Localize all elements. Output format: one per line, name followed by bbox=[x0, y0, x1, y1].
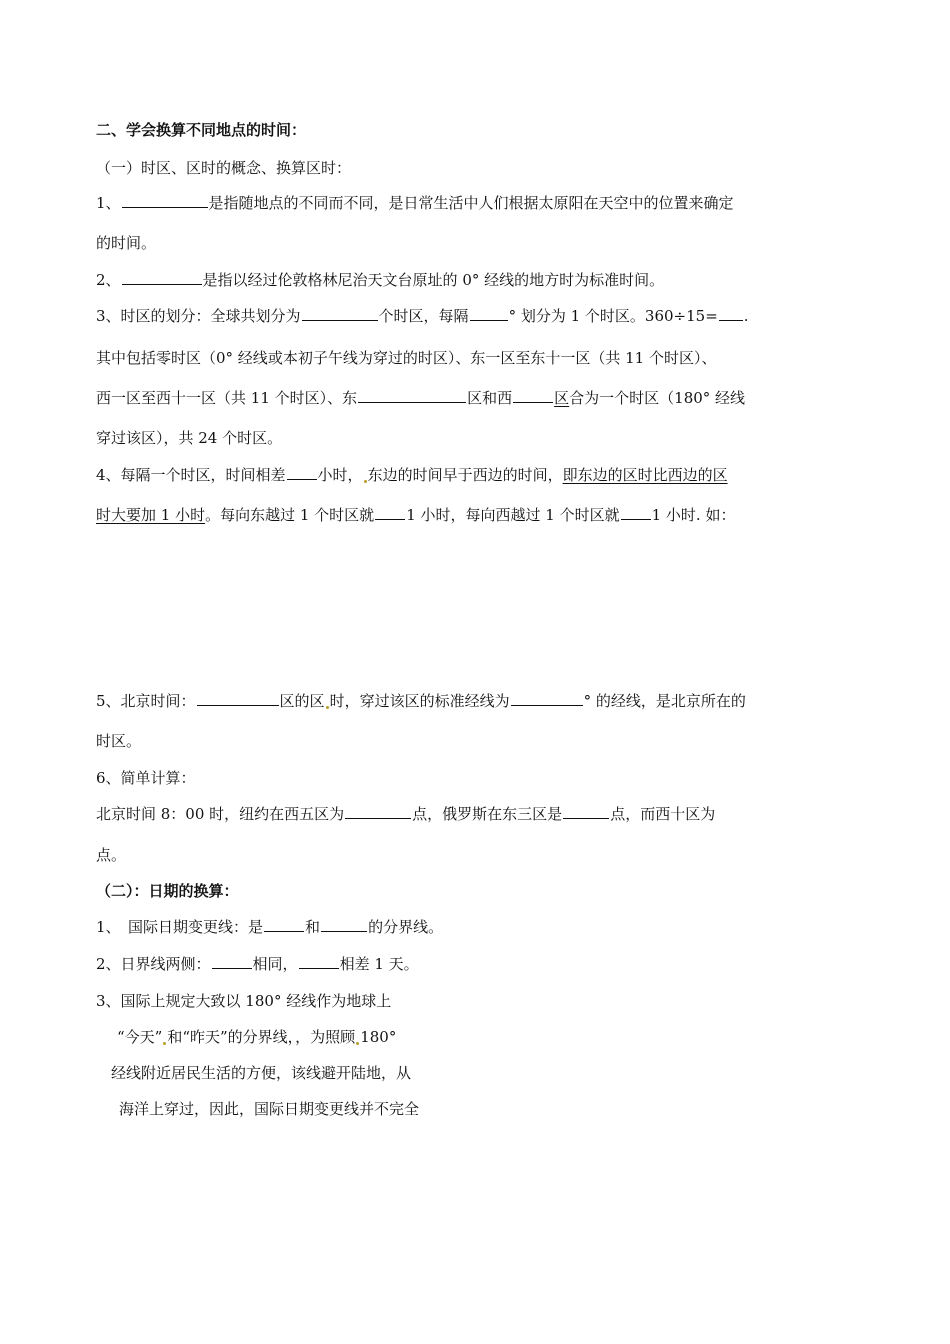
answer-blank[interactable] bbox=[122, 270, 202, 285]
item-4-line-2-text-d: 1 小时. 如： bbox=[651, 506, 736, 524]
answer-blank[interactable] bbox=[719, 306, 743, 321]
item-2 bbox=[96, 270, 664, 290]
item-4-text-a: 4、每隔一个时区，时间相差 bbox=[96, 466, 286, 484]
item-3-text-c: ° 划分为 1 个时区。360÷15= bbox=[508, 307, 718, 325]
item-3-text-a: 3、时区的划分：全球共划分为 bbox=[96, 307, 301, 325]
date-item-1 bbox=[96, 917, 443, 937]
answer-blank[interactable] bbox=[287, 465, 317, 480]
item-5-text-d: ° 的经线，是北京所在的 bbox=[583, 692, 746, 710]
answer-blank[interactable] bbox=[122, 193, 208, 208]
item-6-calc-line-2: 点。 bbox=[96, 846, 127, 864]
item-6-calc-text-c: 点，而西十区为 bbox=[610, 805, 716, 823]
item-4-line-2-text-b: 。每向东越过 1 个时区就 bbox=[205, 506, 375, 524]
answer-blank[interactable] bbox=[513, 388, 553, 403]
item-3-line-4: 穿过该区），共 24 个时区。 bbox=[96, 429, 283, 447]
date-item-3-line-2 bbox=[117, 1027, 396, 1047]
answer-blank[interactable] bbox=[321, 917, 367, 932]
subsection-title-2: （二）：日期的换算： bbox=[96, 882, 239, 900]
date-item-3-line-4: 海洋上穿过，因此，国际日期变更线并不完全 bbox=[119, 1100, 420, 1118]
answer-blank[interactable] bbox=[358, 388, 466, 403]
dot-mark bbox=[326, 706, 329, 709]
item-4-text-d: 即东边的区时比西边的区 bbox=[562, 466, 728, 484]
date-item-3-line-2-text-b: 和“昨天”的分界线，，为照顾 bbox=[167, 1028, 356, 1046]
answer-blank[interactable] bbox=[470, 306, 508, 321]
item-6-calc-text-b: 点，俄罗斯在东三区是 bbox=[412, 805, 563, 823]
answer-blank[interactable] bbox=[563, 804, 609, 819]
item-5-text-b: 区的区 bbox=[279, 692, 325, 710]
dot-mark bbox=[356, 1042, 359, 1045]
section-heading: 二、学会换算不同地点的时间： bbox=[96, 121, 307, 139]
item-1-text: 是指随地点的不同而不同，是日常生活中人们根据太原阳在天空中的位置来确定 bbox=[208, 194, 734, 212]
answer-blank[interactable] bbox=[212, 954, 252, 969]
answer-blank[interactable] bbox=[302, 306, 378, 321]
answer-blank[interactable] bbox=[345, 804, 411, 819]
item-2-text: 是指以经过伦敦格林尼治天文台原址的 0° 经线的地方时为标准时间。 bbox=[202, 271, 665, 289]
item-2-number: 2、 bbox=[96, 271, 121, 289]
item-4-line-2 bbox=[96, 505, 735, 525]
date-item-1-text-b: 和 bbox=[305, 918, 321, 936]
date-item-3-line-1: 3、国际上规定大致以 180° 经线作为地球上 bbox=[96, 992, 392, 1010]
date-item-1-text-c: 的分界线。 bbox=[368, 918, 444, 936]
answer-blank[interactable] bbox=[511, 691, 583, 706]
date-item-3-line-2-text-c: 180° bbox=[360, 1028, 397, 1046]
item-5-line-2: 时区。 bbox=[96, 732, 142, 750]
dot-mark bbox=[364, 480, 367, 483]
answer-blank[interactable] bbox=[621, 505, 651, 520]
answer-blank[interactable] bbox=[299, 954, 339, 969]
answer-blank[interactable] bbox=[264, 917, 304, 932]
date-item-2-text-a: 2、日界线两侧： bbox=[96, 955, 211, 973]
item-6-calc-text-a: 北京时间 8：00 时，纽约在西五区为 bbox=[96, 805, 345, 823]
item-5-text-a: 5、北京时间： bbox=[96, 692, 196, 710]
item-3-line-3-text-a: 西一区至西十一区（共 11 个时区）、东 bbox=[96, 389, 358, 407]
subsection-title-1: （一）时区、区时的概念、换算区时： bbox=[96, 159, 352, 177]
item-1-line-1 bbox=[96, 193, 734, 213]
item-4-text-c: 东边的时间早于西边的时间， bbox=[367, 466, 563, 484]
dot-mark bbox=[163, 1042, 166, 1045]
item-4-text-b: 小时， bbox=[317, 466, 363, 484]
item-4-line-2-text-c: 1 小时，每向西越过 1 个时区就 bbox=[406, 506, 620, 524]
answer-blank[interactable] bbox=[197, 691, 279, 706]
date-item-1-text-a: 1、 国际日期变更线：是 bbox=[96, 918, 264, 936]
item-4-line-1 bbox=[96, 465, 728, 485]
date-item-2 bbox=[96, 954, 419, 974]
item-3-line-3 bbox=[96, 388, 745, 408]
item-3-line-3-text-c: 区 bbox=[554, 389, 570, 407]
date-item-3-line-2-text-a: “今天” bbox=[117, 1028, 163, 1046]
item-3-line-3-text-d: 合为一个时区（180° 经线 bbox=[569, 389, 746, 407]
item-3-line-3-text-b: 区和西 bbox=[467, 389, 513, 407]
date-item-3-line-3: 经线附近居民生活的方便，该线避开陆地，从 bbox=[111, 1064, 412, 1082]
item-6-calc-line-1 bbox=[96, 804, 715, 824]
item-4-line-2-text-a: 时大要加 1 小时 bbox=[96, 506, 206, 524]
item-1-number: 1、 bbox=[96, 194, 121, 212]
date-item-2-text-c: 相差 1 天。 bbox=[339, 955, 419, 973]
item-6: 6、简单计算： bbox=[96, 769, 196, 787]
date-item-2-text-b: 相同， bbox=[252, 955, 298, 973]
item-3-text-b: 个时区，每隔 bbox=[378, 307, 469, 325]
item-3-line-1 bbox=[96, 306, 749, 326]
item-5-text-c: 时，穿过该区的标准经线为 bbox=[329, 692, 510, 710]
answer-blank[interactable] bbox=[375, 505, 405, 520]
item-3-line-2: 其中包括零时区（0° 经线或本初子午线为穿过的时区）、东一区至东十一区（共 11 个时区）、 bbox=[96, 349, 717, 367]
item-1-line-2: 的时间。 bbox=[96, 234, 157, 252]
item-5-line-1 bbox=[96, 691, 746, 711]
item-3-text-d: . bbox=[743, 307, 749, 325]
